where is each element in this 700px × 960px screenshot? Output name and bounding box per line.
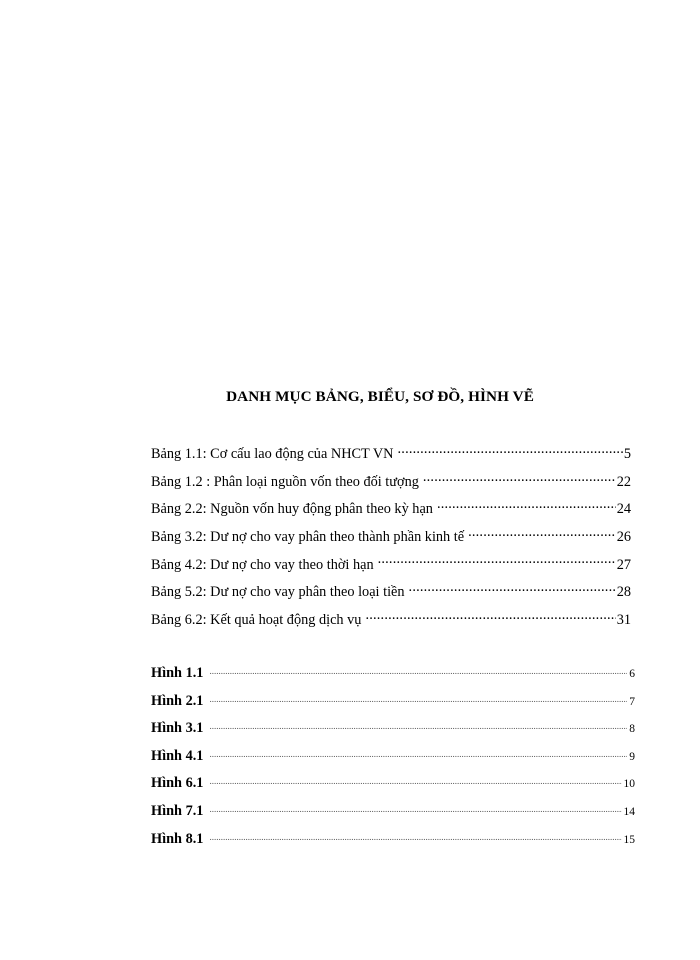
toc-entry-page: 7 — [629, 695, 635, 708]
toc-entry-table-1-1 — [151, 441, 631, 469]
toc-entry-label: Bảng 4.2: Dư nợ cho vay theo thời hạn — [151, 556, 374, 573]
toc-entry-table-2-2 — [151, 496, 631, 524]
toc-entry-figure-7-1 — [151, 803, 635, 831]
toc-entry-page: 10 — [623, 778, 635, 791]
figures-list — [151, 665, 635, 858]
toc-entry-figure-2-1 — [151, 693, 635, 721]
toc-entry-page: 22 — [616, 473, 631, 490]
toc-entry-label: Bảng 3.2: Dư nợ cho vay phân theo thành phần kinh tế — [151, 528, 465, 545]
dot-leader — [437, 496, 616, 513]
toc-entry-figure-6-1 — [151, 775, 635, 803]
page-title: DANH MỤC BẢNG, BIỂU, SƠ ĐỒ, HÌNH VẼ — [226, 388, 534, 405]
toc-entry-table-3-2 — [151, 524, 631, 552]
toc-entry-page: 31 — [616, 611, 631, 628]
toc-entry-page: 6 — [629, 668, 635, 680]
toc-entry-table-6-2 — [151, 607, 631, 635]
toc-entry-label: Hình 2.1 — [151, 692, 204, 709]
dot-leader — [209, 776, 621, 787]
tables-list — [151, 441, 631, 634]
toc-entry-page: 14 — [623, 805, 635, 818]
dot-leader — [378, 551, 616, 568]
toc-entry-table-4-2 — [151, 551, 631, 579]
dot-leader — [468, 524, 616, 541]
toc-entry-label: Bảng 6.2: Kết quả hoạt động dịch vụ — [151, 611, 362, 628]
dot-leader — [365, 607, 615, 624]
dot-leader — [423, 469, 616, 486]
toc-entry-label: Bảng 2.2: Nguồn vốn huy động phân theo kỳ hạn — [151, 501, 433, 518]
toc-entry-label: Bảng 1.2 : Phân loại nguồn vốn theo đối tượng — [151, 473, 419, 490]
toc-entry-figure-8-1 — [151, 831, 635, 859]
toc-entry-page: 9 — [629, 750, 635, 763]
dot-leader — [209, 832, 621, 843]
toc-entry-page: 26 — [616, 528, 631, 545]
toc-entry-page: 27 — [616, 556, 631, 573]
toc-entry-table-5-2 — [151, 579, 631, 607]
toc-entry-label: Hình 7.1 — [151, 802, 204, 819]
dot-leader — [209, 666, 627, 677]
toc-entry-label: Hình 1.1 — [151, 665, 204, 681]
dot-leader — [398, 441, 623, 458]
toc-entry-label: Hình 4.1 — [151, 747, 204, 764]
toc-entry-label: Hình 8.1 — [151, 830, 204, 847]
toc-entry-table-1-2 — [151, 469, 631, 497]
toc-entry-page: 24 — [616, 501, 631, 518]
toc-entry-page: 8 — [629, 723, 635, 736]
toc-entry-label: Hình 6.1 — [151, 775, 204, 792]
toc-entry-page: 28 — [616, 584, 631, 601]
dot-leader — [209, 694, 627, 705]
dot-leader — [209, 749, 627, 760]
toc-entry-label: Hình 3.1 — [151, 720, 204, 737]
toc-entry-page: 5 — [623, 446, 631, 463]
toc-entry-label: Bảng 5.2: Dư nợ cho vay phân theo loại tiền — [151, 584, 405, 601]
toc-entry-figure-4-1 — [151, 748, 635, 776]
toc-entry-figure-1-1 — [151, 665, 635, 693]
toc-entry-label: Bảng 1.1: Cơ cấu lao động của NHCT VN — [151, 446, 394, 463]
toc-entry-figure-3-1 — [151, 720, 635, 748]
dot-leader — [409, 579, 616, 596]
dot-leader — [209, 804, 621, 815]
toc-entry-page: 15 — [623, 833, 635, 846]
dot-leader — [209, 721, 627, 732]
